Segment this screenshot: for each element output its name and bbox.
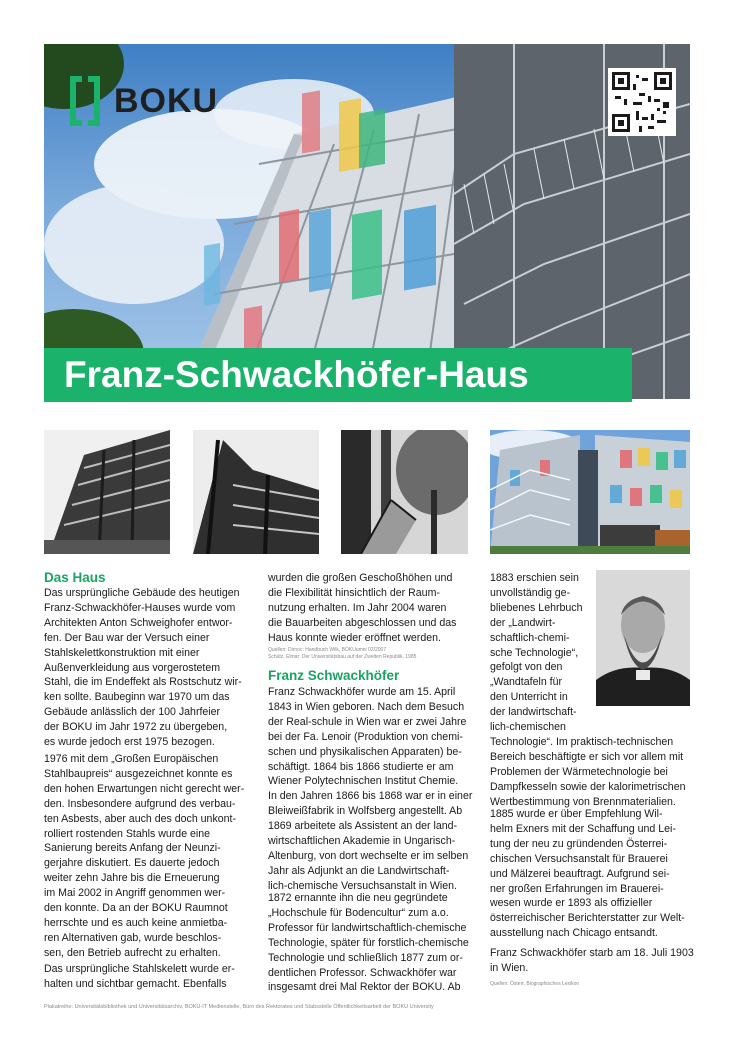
paragraph-haus-3: Das ursprüngliche Stahlskelett wurde er- halten und sichtbar gemacht. Ebenfalls: [44, 963, 235, 990]
heading-franz-schwackhoefer: Franz Schwackhöfer: [268, 668, 400, 683]
thumbnail-4: [490, 430, 690, 554]
paragraph-person-1: Franz Schwackhöfer wurde am 15. April 1843 in Wien geboren. Nach dem Besuch der Real-schule in Wien war er zwei Jahre bei der Fa. Lenoir (Produktion von chemi- schen und physikalischen Apparaten) be- schäftigt. 1864 bis 1866 studierte er am Wiener Polytechnischen Institut Chemie. In den Jahren 1866 bis 1868 war er in einer Bleiweißfabrik in Wolfsberg angestellt. Ab 1869 arbeitete als Assistent an der land- wirtschaftlichen Akademie in Ungarisch- Altenburg, von dort wechselte er im selben Jahr als Adjunkt an die Landwirtschaft- lich-chemische Versuchsanstalt in Wien.: [268, 686, 473, 892]
sources-haus: Quellen: Dirnoc: Handbuch Wilk, BOKUumni 02/2007 Schütz, Elmar: Der Universitätsbau auf der Zweiten Republik, 1985: [268, 647, 417, 660]
boku-logo-icon: [66, 72, 106, 130]
paragraph-haus-4: wurden die großen Geschoßhöhen und die Flexibilität hinsichtlich der Raum- nutzung erhalten. Im Jahr 2004 waren die Bauarbeiten abgeschlossen und das Haus konnte wieder eröffnet werden.: [268, 572, 457, 644]
sources-person: Quellen: Österr. Biographisches Lexikon: [490, 981, 580, 987]
footer-credits: Plakatreihe: Universitätsbibliothek und Universitätsarchiv, BOKU-IT Medienstelle, Büro des Rektorates und Stabsstelle Öffentlichkeitsarbeit der BOKU University: [44, 1004, 434, 1010]
thumbnail-3: [341, 430, 468, 554]
logo-text: BOKU: [114, 81, 219, 120]
page-title: Franz-Schwackhöfer-Haus: [64, 354, 529, 395]
thumbnail-1: [44, 430, 170, 554]
qr-code: [608, 68, 676, 136]
paragraph-haus-2: 1976 mit dem „Großen Europäischen Stahlbaupreis“ ausgezeichnet konnte es den hohen Erwartungen nicht gerecht wer- den. Insbesondere aufgrund des verbau- ten Asbests, aber auch des doch unkont- rolliert rostenden Stahls wurde eine Sanierung bereits Anfang der Neunzi- gerjahre diskutiert. Es dauerte jedoch weiter zehn Jahre bis die Erneuerung im Mai 2002 in Angriff genommen wer- den konnte. Da an der BOKU Raumnot herrschte und es auch keine anmietba- ren Alternativen gab, wurde beschlos- sen, den Betrieb aufrecht zu erhalten.: [44, 753, 245, 959]
paragraph-person-2: 1872 ernannte ihn die neu gegründete „Hochschule für Bodencultur“ zum a.o. Professor für landwirtschaftlich-chemische Technologie, später für forstlich-chemische Technologie und schließlich 1877 zum or- dentlichen Professor. Schwackhöfer war insgesamt drei Mal Rektor der BOKU. Ab: [268, 892, 469, 994]
paragraph-person-5: Franz Schwackhöfer starb am 18. Juli 1903 in Wien.: [490, 947, 694, 974]
heading-das-haus: Das Haus: [44, 570, 106, 585]
boku-logo: [66, 72, 218, 130]
qr-code-icon: [612, 72, 672, 132]
paragraph-person-4: 1885 wurde er über Empfehlung Wil- helm Exners mit der Schaffung und Lei- tung der neu zu gründenden Österrei- chischen Versuchsanstalt für Brauerei und Mälzerei beauftragt. Aufgrund sei- ner großen Erfahrungen im Brauerei- wesen wurde er 1893 als offizieller österreichischer Berichterstatter zur Welt- ausstellung nach Chicago entsandt.: [490, 808, 685, 940]
paragraph-haus-1: Das ursprüngliche Gebäude des heutigen Franz-Schwackhöfer-Hauses wurde vom Architekten Anton Schweighofer entwor- fen. Der Bau war der Versuch einer Stahlskelettkonstruktion mit einer Außenverkleidung aus vorgerostetem Stahl, die im Endeffekt als Rostschutz wir- ken sollte. Baubeginn war 1970 um das Gebäude anlässlich der 100 Jahrfeier der BOKU im Jahr 1972 zu übergeben, es wurde jedoch erst 1975 bezogen.: [44, 587, 242, 749]
paragraph-person-3: 1883 erschien sein unvollständig ge- bliebenes Lehrbuch der „Landwirt- schaftlich-chemi- sche Technologie“, gefolgt von den „Wandtafeln für den Unterricht in der landwirtschaft- lich-chemischen Technologie“. Im praktisch-technischen Bereich beschäftigte er sich vor allem mit Problemen der Wärmetechnologie bei Dampfkesseln sowie der kalorimetrischen Wertbestimmung von Brennmaterialien.: [490, 572, 686, 808]
thumbnail-2: [193, 430, 319, 554]
